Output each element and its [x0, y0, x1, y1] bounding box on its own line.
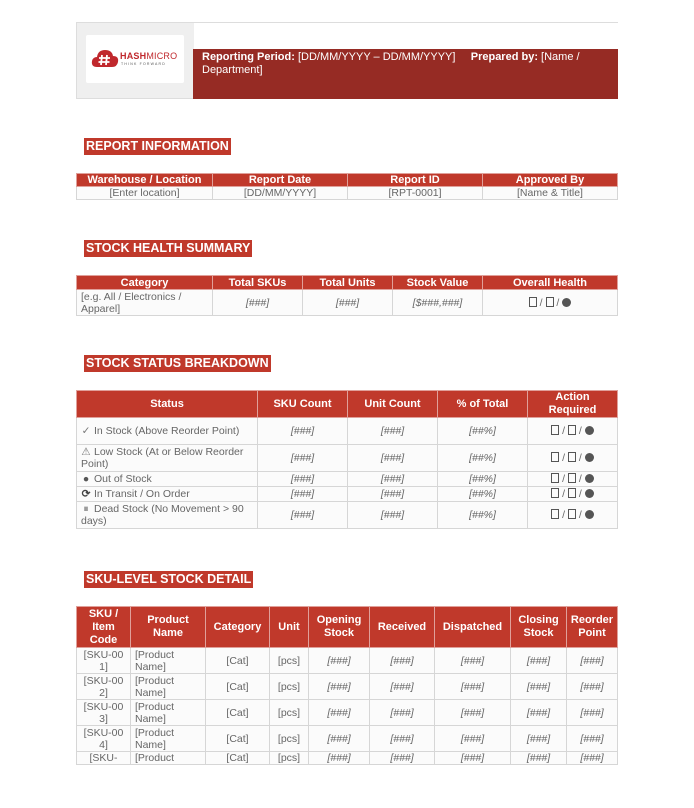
square-icon: [551, 473, 559, 483]
header-approved-by: Approved By: [483, 174, 618, 187]
received-field[interactable]: [###]: [370, 674, 435, 700]
dot-icon: [585, 474, 594, 483]
action-indicator[interactable]: / /: [528, 472, 618, 487]
unit-field[interactable]: [pcs]: [270, 648, 309, 674]
header-stock-value: Stock Value: [393, 276, 483, 290]
reorder-point-field[interactable]: [###]: [567, 752, 618, 765]
pct-total-field[interactable]: [##%]: [438, 445, 528, 472]
dispatched-field[interactable]: [###]: [435, 700, 511, 726]
dot-icon: [585, 426, 594, 435]
total-skus-field[interactable]: [###]: [213, 290, 303, 316]
closing-stock-field[interactable]: [###]: [511, 752, 567, 765]
header-received: Received: [370, 607, 435, 648]
header-band: [193, 49, 618, 99]
total-units-field[interactable]: [###]: [303, 290, 393, 316]
dispatched-field[interactable]: [###]: [435, 674, 511, 700]
logo-text-bold: HASH: [120, 51, 147, 61]
header-closing-stock: Closing Stock: [511, 607, 567, 648]
dot-icon: [562, 298, 571, 307]
received-field[interactable]: [###]: [370, 648, 435, 674]
product-name-field[interactable]: [Product Name]: [131, 648, 206, 674]
unit-count-field[interactable]: [###]: [348, 418, 438, 445]
section-title-health-summary: STOCK HEALTH SUMMARY: [86, 241, 251, 255]
health-summary-table: [76, 275, 618, 316]
sku-row: [77, 726, 618, 752]
header-category: Category: [206, 607, 270, 648]
unit-count-field[interactable]: [###]: [348, 487, 438, 502]
unit-field[interactable]: [pcs]: [270, 752, 309, 765]
unit-count-field[interactable]: [###]: [348, 445, 438, 472]
status-label: Out of Stock: [94, 473, 152, 485]
header-unit-count: Unit Count: [348, 391, 438, 418]
dispatched-field[interactable]: [###]: [435, 648, 511, 674]
logo-panel: [76, 23, 194, 99]
check-icon: ✓: [81, 425, 91, 437]
cloud-hash-icon: [91, 48, 119, 68]
status-label: Low Stock (At or Below Reorder Point): [81, 446, 244, 470]
header-opening-stock: Opening Stock: [309, 607, 370, 648]
sku-count-field[interactable]: [###]: [258, 445, 348, 472]
section-title-report-info: REPORT INFORMATION: [86, 139, 229, 153]
category-field[interactable]: [Cat]: [206, 752, 270, 765]
sku-field[interactable]: [SKU-003]: [77, 700, 131, 726]
opening-stock-field[interactable]: [###]: [309, 700, 370, 726]
pct-total-field[interactable]: [##%]: [438, 418, 528, 445]
sku-detail-table: [76, 606, 618, 765]
product-name-field[interactable]: [Product Name]: [131, 674, 206, 700]
sku-row: [77, 700, 618, 726]
status-breakdown-table: [76, 390, 618, 529]
reorder-point-field[interactable]: [###]: [567, 674, 618, 700]
square-icon: [551, 488, 559, 498]
received-field[interactable]: [###]: [370, 700, 435, 726]
status-row: [77, 418, 618, 445]
received-field[interactable]: [###]: [370, 726, 435, 752]
section-title-sku-detail: SKU-LEVEL STOCK DETAIL: [86, 572, 252, 586]
header-unit: Unit: [270, 607, 309, 648]
opening-stock-field[interactable]: [###]: [309, 648, 370, 674]
header-warehouse: Warehouse / Location: [77, 174, 213, 187]
header-report-id: Report ID: [348, 174, 483, 187]
reporting-period-label: Reporting Period:: [202, 51, 295, 63]
header-sku: SKU / Item Code: [77, 607, 131, 648]
refresh-icon: ⟳: [81, 488, 91, 500]
pct-total-field[interactable]: [##%]: [438, 502, 528, 529]
square-icon: [551, 452, 559, 462]
dot-icon: [585, 510, 594, 519]
pct-total-field[interactable]: [##%]: [438, 472, 528, 487]
approved-by-field[interactable]: [Name & Title]: [483, 187, 618, 200]
overall-health-indicator[interactable]: / /: [483, 290, 618, 316]
logo-text-light: MICRO: [146, 51, 178, 61]
reporting-period-value[interactable]: [DD/MM/YYYY – DD/MM/YYYY]: [297, 51, 456, 63]
report-id-field[interactable]: [RPT-0001]: [348, 187, 483, 200]
header-overall-health: Overall Health: [483, 276, 618, 290]
opening-stock-field[interactable]: [###]: [309, 674, 370, 700]
square-icon: [568, 509, 576, 519]
status-row: [77, 445, 618, 472]
opening-stock-field[interactable]: [###]: [309, 726, 370, 752]
warning-icon: ⚠: [81, 446, 91, 458]
status-label: In Transit / On Order: [94, 488, 190, 500]
received-field[interactable]: [###]: [370, 752, 435, 765]
logo-tagline: THINK FORWARD: [121, 62, 166, 66]
report-header: [76, 22, 618, 99]
header-total-units: Total Units: [303, 276, 393, 290]
dot-icon: [585, 453, 594, 462]
header-status: Status: [77, 391, 258, 418]
sku-row: [77, 648, 618, 674]
header-category: Category: [77, 276, 213, 290]
unit-field[interactable]: [pcs]: [270, 674, 309, 700]
closing-stock-field[interactable]: [###]: [511, 674, 567, 700]
square-icon: [568, 488, 576, 498]
header-action-required: Action Required: [528, 391, 618, 418]
product-name-field[interactable]: [Product Name]: [131, 700, 206, 726]
status-row: [77, 472, 618, 487]
hashmicro-logo: [86, 35, 184, 83]
square-icon: [529, 297, 537, 307]
category-field[interactable]: [e.g. All / Electronics / Apparel]: [77, 290, 213, 316]
closing-stock-field[interactable]: [###]: [511, 700, 567, 726]
square-icon: [568, 452, 576, 462]
square-icon: [568, 473, 576, 483]
action-indicator[interactable]: / /: [528, 487, 618, 502]
sku-field[interactable]: [SKU-004]: [77, 726, 131, 752]
category-field[interactable]: [Cat]: [206, 726, 270, 752]
dot-icon: ●: [82, 473, 90, 485]
header-sku-count: SKU Count: [258, 391, 348, 418]
header-report-date: Report Date: [213, 174, 348, 187]
product-name-field[interactable]: [Product Name]: [131, 726, 206, 752]
action-indicator[interactable]: / /: [528, 418, 618, 445]
status-row: [77, 502, 618, 529]
header-reorder-point: Reorder Point: [567, 607, 618, 648]
stock-value-field[interactable]: [$###,###]: [393, 290, 483, 316]
sku-count-field[interactable]: [###]: [258, 418, 348, 445]
prepared-by-value[interactable]: [Name / Department]: [202, 51, 580, 76]
header-dispatched: Dispatched: [435, 607, 511, 648]
prepared-by-label: Prepared by:: [470, 51, 538, 63]
square-icon: [551, 425, 559, 435]
opening-stock-field[interactable]: [###]: [309, 752, 370, 765]
status-row: [77, 487, 618, 502]
unit-field[interactable]: [pcs]: [270, 726, 309, 752]
sku-field[interactable]: [SKU-001]: [77, 648, 131, 674]
closing-stock-field[interactable]: [###]: [511, 648, 567, 674]
square-icon: [568, 425, 576, 435]
header-product-name: Product Name: [131, 607, 206, 648]
sku-row: [77, 674, 618, 700]
action-indicator[interactable]: / /: [528, 502, 618, 529]
action-indicator[interactable]: / /: [528, 445, 618, 472]
sku-field[interactable]: [SKU-: [77, 752, 131, 765]
reorder-point-field[interactable]: [###]: [567, 726, 618, 752]
category-field[interactable]: [Cat]: [206, 648, 270, 674]
closing-stock-field[interactable]: [###]: [511, 726, 567, 752]
unit-count-field[interactable]: [###]: [348, 472, 438, 487]
dispatched-field[interactable]: [###]: [435, 726, 511, 752]
sku-count-field[interactable]: [###]: [258, 502, 348, 529]
dot-icon: [585, 489, 594, 498]
category-field[interactable]: [Cat]: [206, 700, 270, 726]
sku-count-field[interactable]: [###]: [258, 472, 348, 487]
section-title-status-breakdown: STOCK STATUS BREAKDOWN: [86, 356, 269, 370]
sku-count-field[interactable]: [###]: [258, 487, 348, 502]
unit-field[interactable]: [pcs]: [270, 700, 309, 726]
unit-count-field[interactable]: [###]: [348, 502, 438, 529]
report-date-field[interactable]: [DD/MM/YYYY]: [213, 187, 348, 200]
sku-row: [77, 752, 618, 765]
reorder-point-field[interactable]: [###]: [567, 700, 618, 726]
category-field[interactable]: [Cat]: [206, 674, 270, 700]
report-info-table: [76, 173, 618, 200]
warehouse-field[interactable]: [Enter location]: [77, 187, 213, 200]
header-total-skus: Total SKUs: [213, 276, 303, 290]
square-icon: [551, 509, 559, 519]
sku-field[interactable]: [SKU-002]: [77, 674, 131, 700]
pct-total-field[interactable]: [##%]: [438, 487, 528, 502]
pause-icon: ⏸: [83, 503, 89, 515]
dispatched-field[interactable]: [###]: [435, 752, 511, 765]
status-label: Dead Stock (No Movement > 90 days): [81, 503, 244, 527]
reorder-point-field[interactable]: [###]: [567, 648, 618, 674]
status-label: In Stock (Above Reorder Point): [94, 425, 240, 437]
square-icon: [546, 297, 554, 307]
product-name-field[interactable]: [Product: [131, 752, 206, 765]
header-pct-total: % of Total: [438, 391, 528, 418]
